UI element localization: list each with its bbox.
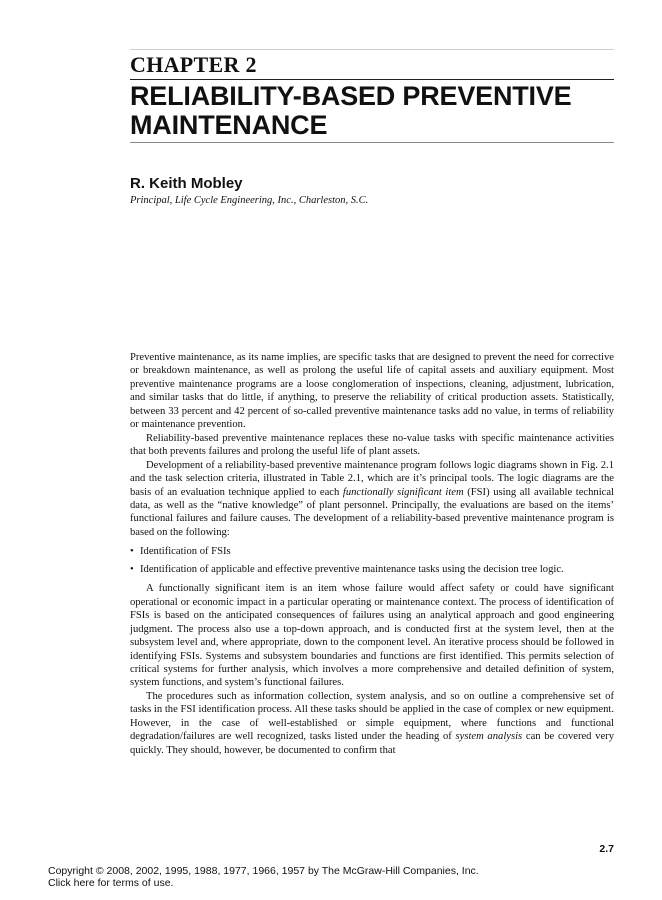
body-text: [130, 351, 614, 757]
chapter-divider: [130, 79, 614, 80]
paragraph-3-term: functionally significant item: [342, 486, 464, 498]
terms-of-use-link[interactable]: Click here for terms of use.: [48, 877, 174, 889]
list-item-text: Identification of applicable and effective preventive maintenance tasks using the decision tree logic.: [140, 563, 564, 575]
top-divider: [130, 49, 614, 50]
chapter-title: RELIABILITY-BASED PREVENTIVE MAINTENANCE: [130, 81, 572, 140]
paragraph-5-text-b: can be covered very quickly. They should, however, be documented to confirm that: [130, 731, 614, 756]
paragraph-2: Reliability-based preventive maintenance replaces these no-value tasks with specific maintenance activities that both prevents failures and prolong the useful life of plant assets.: [130, 432, 614, 458]
paragraph-5-term: system analysis: [455, 731, 523, 743]
list-item: [130, 545, 614, 558]
paragraph-5: [130, 690, 614, 757]
title-divider: [130, 142, 614, 143]
bullet-symbol: •: [130, 546, 134, 558]
paragraph-3-text-b: (FSI) using all available technical data, as well as the “native knowledge” of plant personnel. Principally, the evaluations are based on the items’ functional failures and failure causes. The development of a reliability-based preventive maintenance program is based on the following:: [130, 486, 614, 538]
page-number: 2.7: [599, 843, 614, 855]
author-name: R. Keith Mobley: [130, 175, 243, 192]
author-affiliation: Principal, Life Cycle Engineering, Inc., Charleston, S.C.: [130, 195, 369, 206]
paragraph-1: Preventive maintenance, as its name implies, are specific tasks that are designed to prevent the need for corrective or breakdown maintenance, as well as prolong the useful life of capital assets and auxiliary equipment. Most preventive maintenance programs are a loose conglomeration of inspections, cleaning, adjustment, lubrication, and similar tasks that do little, if anything, to preserve the reliability of critical production assets. Statistically, between 33 percent and 42 percent of so-called preventive maintenance tasks add no value, in terms of reliability or maintenance prevention.: [130, 352, 614, 431]
bullet-symbol: •: [130, 563, 134, 575]
paragraph-4: A functionally significant item is an item whose failure would affect safety or could have significant operational or economic impact in a particular operating or maintenance context. The process of identification of FSIs is based on the anticipated consequences of failures using an analytical approach and good engineering judgment. The process also use a top-down approach, and is conducted first at the system level, then at the subsystem level and, where appropriate, down to the component level. An iterative process should be followed in identifying FSIs. Systems and subsystem boundaries and functions are first identified. This permits selection of critical systems for further analysis, which involves a more comprehensive and detailed definition of system, system functions, and system’s functional failures.: [130, 583, 614, 689]
paragraph-5-text-a: The procedures such as information collection, system analysis, and so on outline a comprehensive set of tasks in the FSI identification process. All these tasks should be applied in the case of complex or new equipment. However, in the case of well-established or simple equipment, where functions and functional degradation/failures are well recognized, tasks listed under the heading of: [130, 690, 614, 743]
copyright-notice: Copyright © 2008, 2002, 1995, 1988, 1977, 1966, 1957 by The McGraw-Hill Companies, Inc.: [48, 865, 479, 877]
bullet-list: [130, 545, 614, 576]
list-item: [130, 563, 614, 576]
paragraph-3: [130, 459, 614, 540]
list-item-text: Identification of FSIs: [140, 546, 231, 558]
paragraph-3-text-a: Development of a reliability-based preventive maintenance program follows logic diagrams shown in Fig. 2.1 and the task selection criteria, illustrated in Table 2.1, which are it’s principal tools. The logic diagrams are the basis of an evaluation technique applied to each: [130, 459, 614, 498]
chapter-label: CHAPTER 2: [130, 52, 257, 77]
